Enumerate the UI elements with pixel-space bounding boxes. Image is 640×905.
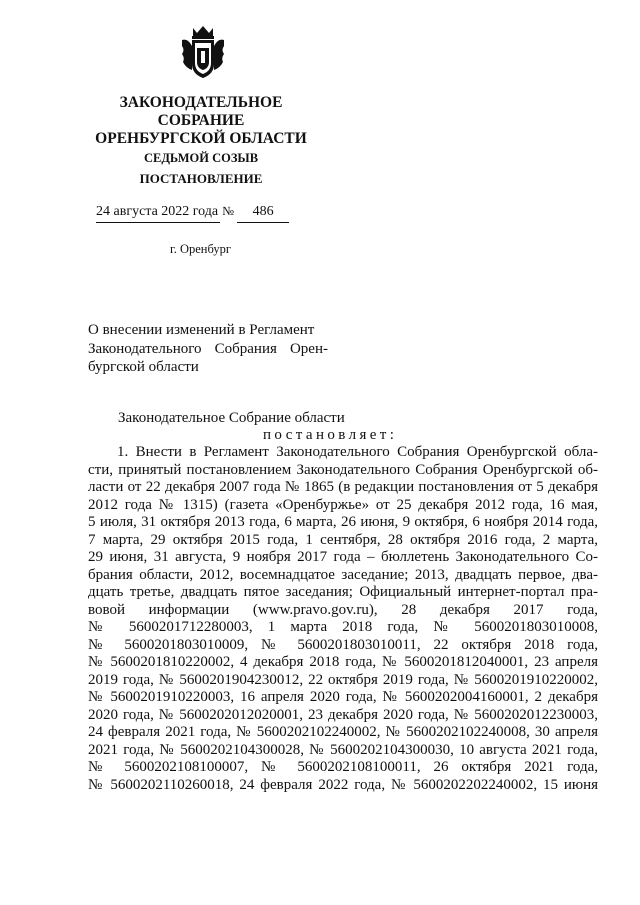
body-line: № 5600201910220003, 16 апреля 2020 года, № 5600202004160001, 2 декабря	[88, 689, 598, 705]
body-line: сти, принятый постановлением Законодательного Собрания Оренбургской об-	[88, 461, 598, 478]
body-line: вовой информации (www.pravo.gov.ru), 28 декабря 2017 года,	[88, 601, 598, 618]
subject-line: бургской области	[88, 359, 199, 375]
document-subject	[88, 321, 328, 377]
body-line: 2021 года, № 5600202104300028, № 5600202104300030, 10 августа 2021 года,	[88, 741, 598, 758]
subject-line: Законодательного Собрания Орен-	[88, 340, 328, 357]
coat-of-arms-emblem	[180, 24, 226, 80]
body-line: 7 марта, 29 октября 2015 года, 1 сентября, 28 октября 2016 года, 2 марта,	[88, 531, 598, 548]
body-line: № 5600202110260018, 24 февраля 2022 года, № 5600202202240002, 15 июня	[88, 776, 598, 793]
subject-line: О внесении изменений в Регламент	[88, 322, 315, 338]
date-number-line	[96, 204, 289, 223]
body-line: 2019 года, № 5600201904230012, 22 октября 2019 года, № 5600201910220002,	[88, 671, 598, 688]
preamble-org: Законодательное Собрание области	[118, 410, 345, 426]
document-date: 24 августа 2022 года	[96, 204, 220, 223]
body-line: № 5600202108100007, № 5600202108100011, 26 октября 2021 года,	[88, 759, 598, 775]
assembly-name	[86, 94, 316, 148]
city: г. Оренбург	[170, 242, 231, 256]
assembly-name-line: ОРЕНБУРГСКОЙ ОБЛАСТИ	[95, 130, 307, 147]
body-line: 24 февраля 2021 года, № 5600202102240002, № 5600202102240008, 30 апреля	[88, 724, 598, 740]
body-line: № 5600201803010009, № 5600201803010011, 22 октября 2018 года,	[88, 636, 598, 653]
document-number: 486	[237, 204, 289, 223]
body-line: 1. Внести в Регламент Законодательного Собрания Оренбургской обла-	[117, 444, 598, 460]
body-line: брания области, 2012, восемнадцатое заседание; 2013, двадцать первое, два-	[88, 566, 598, 583]
body-line: 2012 года № 1315) (газета «Оренбуржье» от 25 декабря 2012 года, 16 мая,	[88, 496, 598, 513]
assembly-name-line: СОБРАНИЕ	[157, 112, 245, 129]
body-line: дцать третье, двадцать пятое заседания; Официальный интернет-портал пра-	[88, 584, 598, 600]
body-line: № 5600201810220002, 4 декабря 2018 года, № 5600201812040001, 23 апреля	[88, 654, 598, 670]
body-line: ласти от 22 декабря 2007 года № 1865 (в редакции постановления от 5 декабря	[88, 479, 598, 495]
body-line: 2020 года, № 5600202012020001, 23 декабря 2020 года, № 5600202012230003,	[88, 706, 598, 723]
body-line: 5 июля, 31 октября 2013 года, 6 марта, 26 июня, 9 октября, 6 ноября 2014 года,	[88, 514, 598, 530]
assembly-name-line: ЗАКОНОДАТЕЛЬНОЕ	[119, 94, 283, 111]
body-line: 29 июня, 31 августа, 9 ноября 2017 года – бюллетень Законодательного Со-	[88, 549, 598, 565]
preamble-resolves: постановляет:	[263, 427, 398, 443]
number-sign: №	[222, 204, 235, 218]
body-line: № 5600201712280003, 1 марта 2018 года, № 5600201803010008,	[88, 619, 598, 635]
convocation: СЕДЬМОЙ СОЗЫВ	[143, 151, 259, 165]
document-type: ПОСТАНОВЛЕНИЕ	[139, 171, 263, 186]
resolution-body	[88, 444, 598, 794]
